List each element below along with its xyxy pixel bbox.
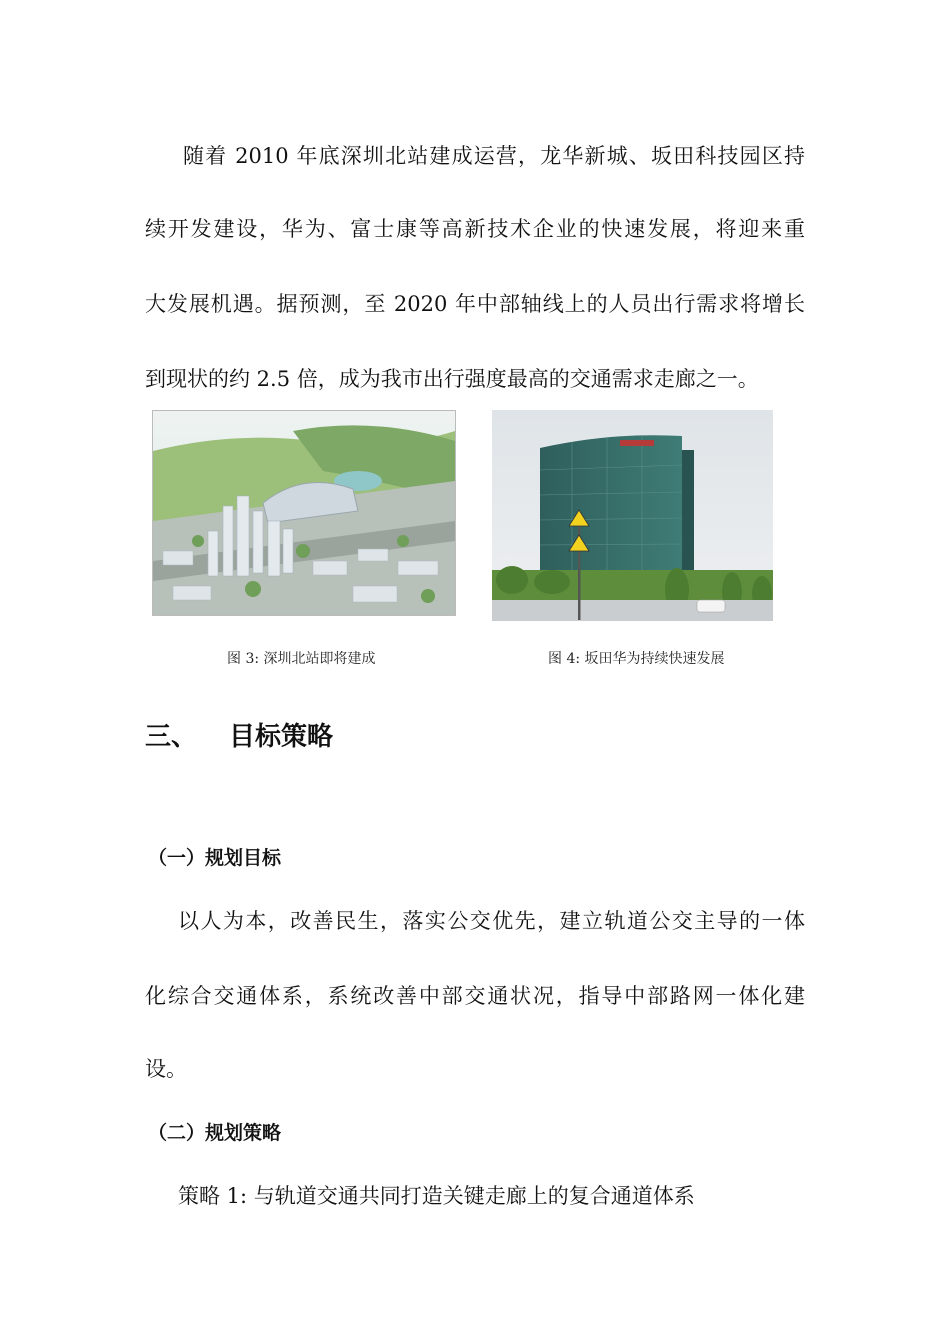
section-heading xyxy=(145,716,333,753)
paragraph-line: 大发展机遇。据预测，至 2020 年中部轴线上的人员出行需求将增长 xyxy=(145,292,805,316)
figure-caption: 图 3: 深圳北站即将建成 xyxy=(227,651,376,667)
figure-caption: 图 4: 坂田华为持续快速发展 xyxy=(548,651,725,667)
paragraph-line: 到现状的约 2.5 倍，成为我市出行强度最高的交通需求走廊之一。 xyxy=(145,367,759,391)
paragraph-line: 续开发建设，华为、富士康等高新技术企业的快速发展，将迎来重 xyxy=(145,217,805,241)
section-number: 三、 xyxy=(145,722,198,752)
subsection-heading: （二）规划策略 xyxy=(148,1122,282,1144)
section-title: 目标策略 xyxy=(229,722,334,752)
shenzhen-north-station-image xyxy=(152,410,456,616)
paragraph-line: 设。 xyxy=(145,1057,187,1081)
paragraph-line: 化综合交通体系，系统改善中部交通状况，指导中部路网一体化建 xyxy=(145,984,805,1008)
paragraph-line: 以人为本，改善民生，落实公交优先，建立轨道公交主导的一体 xyxy=(178,909,805,933)
huawei-building-image xyxy=(492,410,773,621)
strategy-line: 策略 1: 与轨道交通共同打造关键走廊上的复合通道体系 xyxy=(178,1184,695,1208)
subsection-heading: （一）规划目标 xyxy=(148,847,282,869)
paragraph-line: 随着 2010 年底深圳北站建成运营，龙华新城、坂田科技园区持 xyxy=(183,144,805,168)
